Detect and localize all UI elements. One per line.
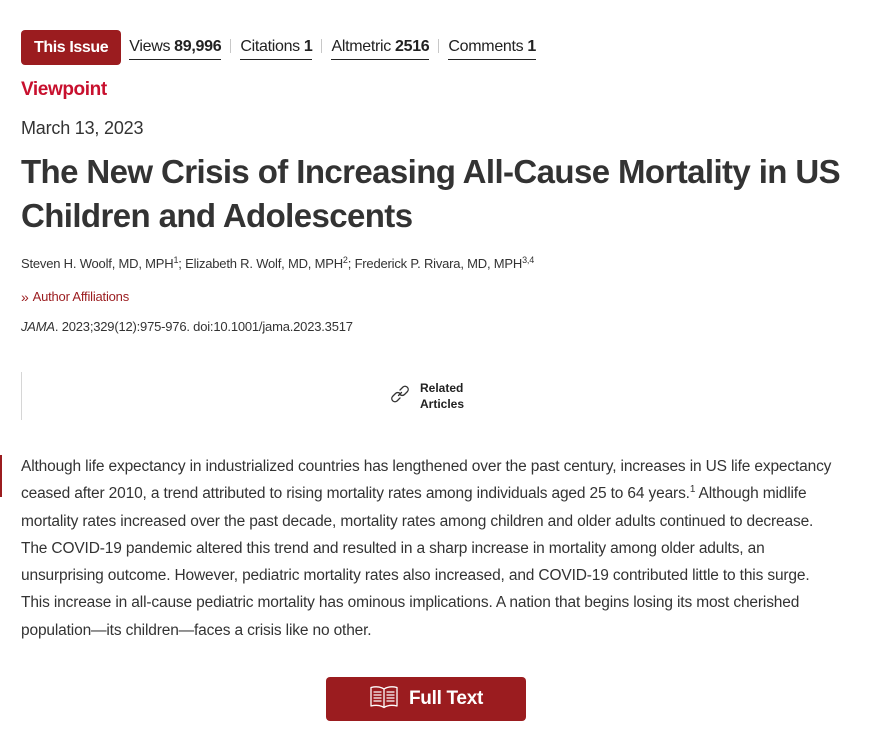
related-articles-label [420, 380, 470, 412]
affiliation-ref: 3,4 [522, 255, 535, 265]
related-articles-panel [21, 372, 862, 420]
link-icon [388, 382, 420, 411]
citations-label: Citations [240, 38, 300, 55]
comments-metric[interactable] [448, 38, 536, 60]
views-count: 89,996 [174, 38, 222, 55]
open-book-icon [369, 684, 409, 715]
double-chevron-right-icon: » [21, 288, 29, 305]
author-name[interactable]: Steven H. Woolf, MD, MPH [21, 256, 174, 271]
full-text-label: Full Text [408, 688, 483, 709]
abstract-marker [0, 455, 2, 497]
abstract-text: Although life expectancy in industrialized countries has lengthened over the past century, increases in US life expectancy ceased after 2010, a trend attributed to rising mortality rates among individuals aged 25 to 64 years. [21, 458, 832, 503]
related-label-line1: Related [420, 381, 464, 395]
related-articles-button[interactable] [388, 380, 470, 412]
citation-details: . 2023;329(12):975-976. doi:10.1001/jama.2023.3517 [54, 319, 353, 334]
altmetric-metric[interactable] [331, 38, 429, 60]
author-affiliations-toggle[interactable] [21, 289, 129, 304]
comments-label: Comments [448, 38, 524, 55]
views-metric[interactable] [129, 38, 221, 60]
altmetric-score: 2516 [395, 38, 430, 55]
article-title: The New Crisis of Increasing All-Cause Mortality in US Children and Adolescents [21, 153, 841, 234]
views-label: Views [129, 38, 171, 55]
metric-divider [230, 39, 231, 53]
reference-link[interactable]: 1 [689, 484, 696, 496]
author-name[interactable]: Elizabeth R. Wolf, MD, MPH [185, 256, 343, 271]
author-separator: ; [178, 256, 186, 271]
citation-line [21, 319, 353, 334]
affiliation-ref: 1 [173, 255, 179, 265]
altmetric-label: Altmetric [331, 38, 392, 55]
author-list [21, 256, 534, 271]
article-type: Viewpoint [21, 79, 107, 100]
citations-metric[interactable] [240, 38, 312, 60]
author-separator: ; [347, 256, 355, 271]
related-label-line2: Articles [420, 397, 465, 411]
affiliation-ref: 2 [342, 255, 348, 265]
publication-date: March 13, 2023 [21, 118, 144, 138]
comments-count: 1 [527, 38, 536, 55]
this-issue-button[interactable]: This Issue [21, 30, 121, 65]
author-name[interactable]: Frederick P. Rivara, MD, MPH [354, 256, 523, 271]
abstract-paragraph [21, 453, 841, 644]
author-affiliations-label: Author Affiliations [32, 289, 130, 304]
metric-divider [438, 39, 439, 53]
journal-name: JAMA [21, 319, 55, 334]
abstract-text: Although midlife mortality rates increased over the past decade, mortality rates among children and older adults continued to decrease. The COVID-19 pandemic altered this trend and resulted in a sharp increase in mortality among older adults, an unsurprising outcome. However, pediatric mortality rates also increased, and COVID-19 contributed little to this surge. This increase in all-cause pediatric mortality has ominous implications. A nation that begins losing its most cherished population—its children—faces a crisis like no other. [21, 485, 814, 639]
citations-count: 1 [303, 38, 313, 55]
metric-divider [321, 39, 322, 53]
full-text-button[interactable] [326, 677, 526, 721]
article-metrics-bar [21, 29, 536, 65]
